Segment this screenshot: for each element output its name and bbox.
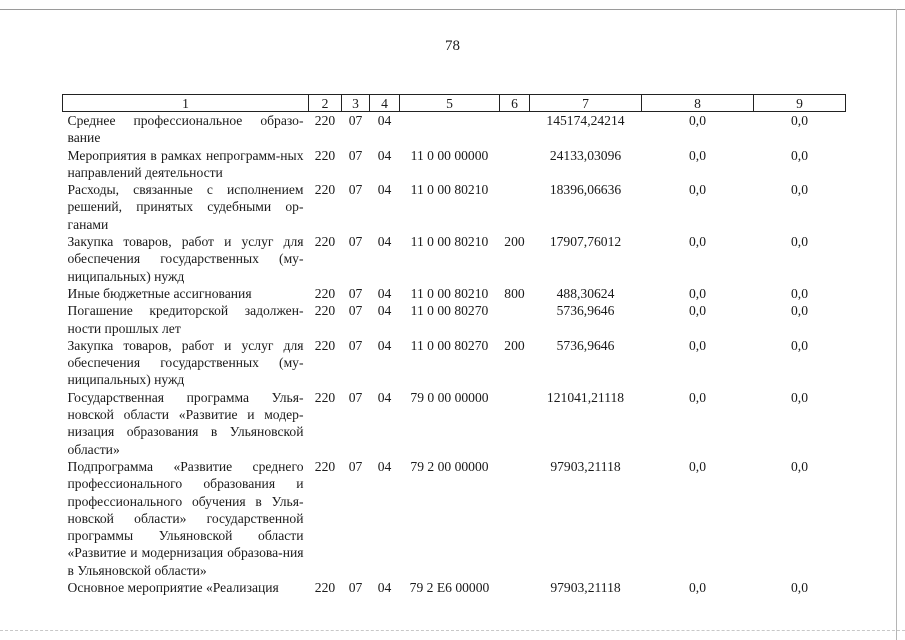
row-code-5: 11 0 00 80210 [410, 285, 489, 301]
table-header [63, 95, 846, 112]
header-cell-2: 2 [309, 95, 342, 112]
table-row [63, 389, 846, 458]
row-code-4: 04 [377, 113, 392, 128]
row-code-5: 11 0 00 00000 [410, 147, 489, 163]
table-row [63, 112, 846, 147]
row-amount-8: 0,0 [689, 303, 706, 319]
row-name: Расходы, связанные с исполнением решений, принятых судебными ор-ганами [67, 182, 304, 232]
row-code-4: 04 [377, 337, 392, 353]
row-code-4: 04 [377, 234, 392, 250]
row-amount-9: 0,0 [791, 147, 808, 163]
header-cell-6: 6 [500, 95, 530, 112]
row-code-3: 07 [348, 182, 363, 198]
row-amount-8: 0,0 [689, 147, 706, 163]
row-name: Погашение кредиторской задолжен-ности прошлых лет [67, 303, 304, 336]
header-cell-5: 5 [400, 95, 500, 112]
row-amount-7: 488,30624 [556, 285, 615, 301]
row-code-2: 220 [314, 234, 336, 250]
row-code-5 [400, 112, 500, 147]
row-name: Основное мероприятие «Реализация [67, 580, 279, 596]
row-name: Закупка товаров, работ и услуг для обеспечения государственных (му-ниципальных) нужд [67, 337, 304, 388]
scan-bottom-edge [0, 630, 905, 640]
scan-top-edge [0, 0, 905, 10]
row-amount-9: 0,0 [791, 285, 808, 301]
row-code-2: 220 [314, 303, 336, 319]
header-cell-1: 1 [63, 95, 309, 112]
row-name: Иные бюджетные ассигнования [67, 285, 252, 301]
budget-table [62, 94, 846, 596]
table-row [63, 579, 846, 596]
row-amount-8: 0,0 [689, 337, 706, 353]
row-amount-7: 5736,9646 [556, 303, 615, 319]
row-amount-9: 0,0 [791, 389, 808, 405]
row-code-6 [500, 389, 530, 458]
row-code-5: 11 0 00 80210 [410, 234, 489, 250]
header-row [63, 95, 846, 112]
row-amount-9: 0,0 [791, 458, 808, 474]
table-row [63, 147, 846, 182]
row-code-3: 07 [348, 389, 363, 405]
row-code-4: 04 [377, 580, 392, 596]
table-body [63, 112, 846, 597]
row-code-6 [500, 112, 530, 147]
row-code-6: 200 [504, 337, 525, 353]
row-amount-7: 17907,76012 [549, 234, 622, 250]
row-amount-9: 0,0 [791, 337, 808, 353]
row-code-3: 07 [348, 303, 363, 319]
row-amount-7: 24133,03096 [549, 147, 622, 163]
table-row [63, 458, 846, 579]
table-row [63, 337, 846, 389]
row-code-5: 11 0 00 80270 [410, 337, 489, 353]
row-amount-7: 145174,24214 [546, 113, 625, 128]
row-code-3: 07 [348, 580, 363, 596]
row-amount-8: 0,0 [689, 389, 706, 405]
row-code-4: 04 [377, 458, 392, 474]
header-cell-3: 3 [342, 95, 370, 112]
row-code-6 [500, 181, 530, 233]
table-row [63, 233, 846, 285]
row-code-3: 07 [348, 234, 363, 250]
row-code-6 [500, 579, 530, 596]
row-amount-8: 0,0 [689, 113, 706, 128]
row-code-2: 220 [314, 580, 336, 596]
header-cell-9: 9 [754, 95, 846, 112]
row-code-2: 220 [314, 458, 336, 474]
row-code-4: 04 [377, 147, 392, 163]
row-code-4: 04 [377, 285, 392, 301]
row-code-3: 07 [348, 458, 363, 474]
row-code-5: 11 0 00 80210 [410, 182, 489, 198]
row-code-3: 07 [348, 285, 363, 301]
header-cell-7: 7 [530, 95, 642, 112]
page-number: 78 [445, 38, 460, 54]
row-amount-9: 0,0 [791, 580, 808, 596]
row-code-6 [500, 302, 530, 337]
row-amount-7: 121041,21118 [546, 389, 625, 405]
row-code-4: 04 [377, 182, 392, 198]
row-code-4: 04 [377, 303, 392, 319]
row-code-2: 220 [314, 389, 336, 405]
row-code-4: 04 [377, 389, 392, 405]
row-amount-9: 0,0 [791, 182, 808, 198]
table-row [63, 285, 846, 302]
row-name: Мероприятия в рамках непрограмм-ных направлений деятельности [67, 147, 304, 180]
row-code-6: 800 [504, 285, 525, 301]
row-amount-7: 97903,21118 [550, 580, 621, 596]
row-code-5: 79 0 00 00000 [410, 389, 489, 405]
row-code-6 [500, 147, 530, 182]
table-row [63, 181, 846, 233]
row-amount-9: 0,0 [791, 234, 808, 250]
row-amount-8: 0,0 [689, 458, 706, 474]
row-amount-9: 0,0 [791, 303, 808, 319]
table-row [63, 302, 846, 337]
row-name: Закупка товаров, работ и услуг для обеспечения государственных (му-ниципальных) нужд [67, 234, 304, 284]
row-code-6: 200 [504, 234, 525, 250]
row-code-2: 220 [314, 147, 336, 163]
row-code-5: 11 0 00 80270 [410, 303, 489, 319]
row-amount-8: 0,0 [689, 580, 706, 596]
row-amount-7: 18396,06636 [549, 182, 622, 198]
row-code-3: 07 [348, 337, 363, 353]
header-cell-4: 4 [370, 95, 400, 112]
row-code-5: 79 2 00 00000 [410, 458, 489, 474]
row-name: Среднее профессиональное образо-вание [67, 113, 304, 146]
row-amount-9: 0,0 [791, 113, 808, 128]
row-code-6 [500, 458, 530, 579]
row-amount-8: 0,0 [689, 182, 706, 198]
row-amount-8: 0,0 [689, 234, 706, 250]
row-code-2: 220 [314, 285, 336, 301]
row-code-3: 07 [348, 113, 363, 128]
row-code-2: 220 [314, 113, 336, 128]
header-cell-8: 8 [642, 95, 754, 112]
scan-right-edge [896, 9, 905, 640]
row-name: Государственная программа Улья-новской области «Развитие и модер-низация образования в Ульяновской области» [67, 389, 304, 457]
row-name: Подпрограмма «Развитие среднего профессионального образования и профессионального обучения в Улья-новской области» государственной программы Ульяновской области «Развитие и модернизация образова-ния в Ульяновской области» [67, 458, 304, 578]
row-amount-8: 0,0 [689, 285, 706, 301]
row-code-2: 220 [314, 182, 336, 198]
row-code-5: 79 2 Е6 00000 [409, 580, 490, 596]
row-amount-7: 97903,21118 [550, 458, 621, 474]
row-amount-7: 5736,9646 [556, 337, 615, 353]
row-code-2: 220 [314, 337, 336, 353]
row-code-3: 07 [348, 147, 363, 163]
